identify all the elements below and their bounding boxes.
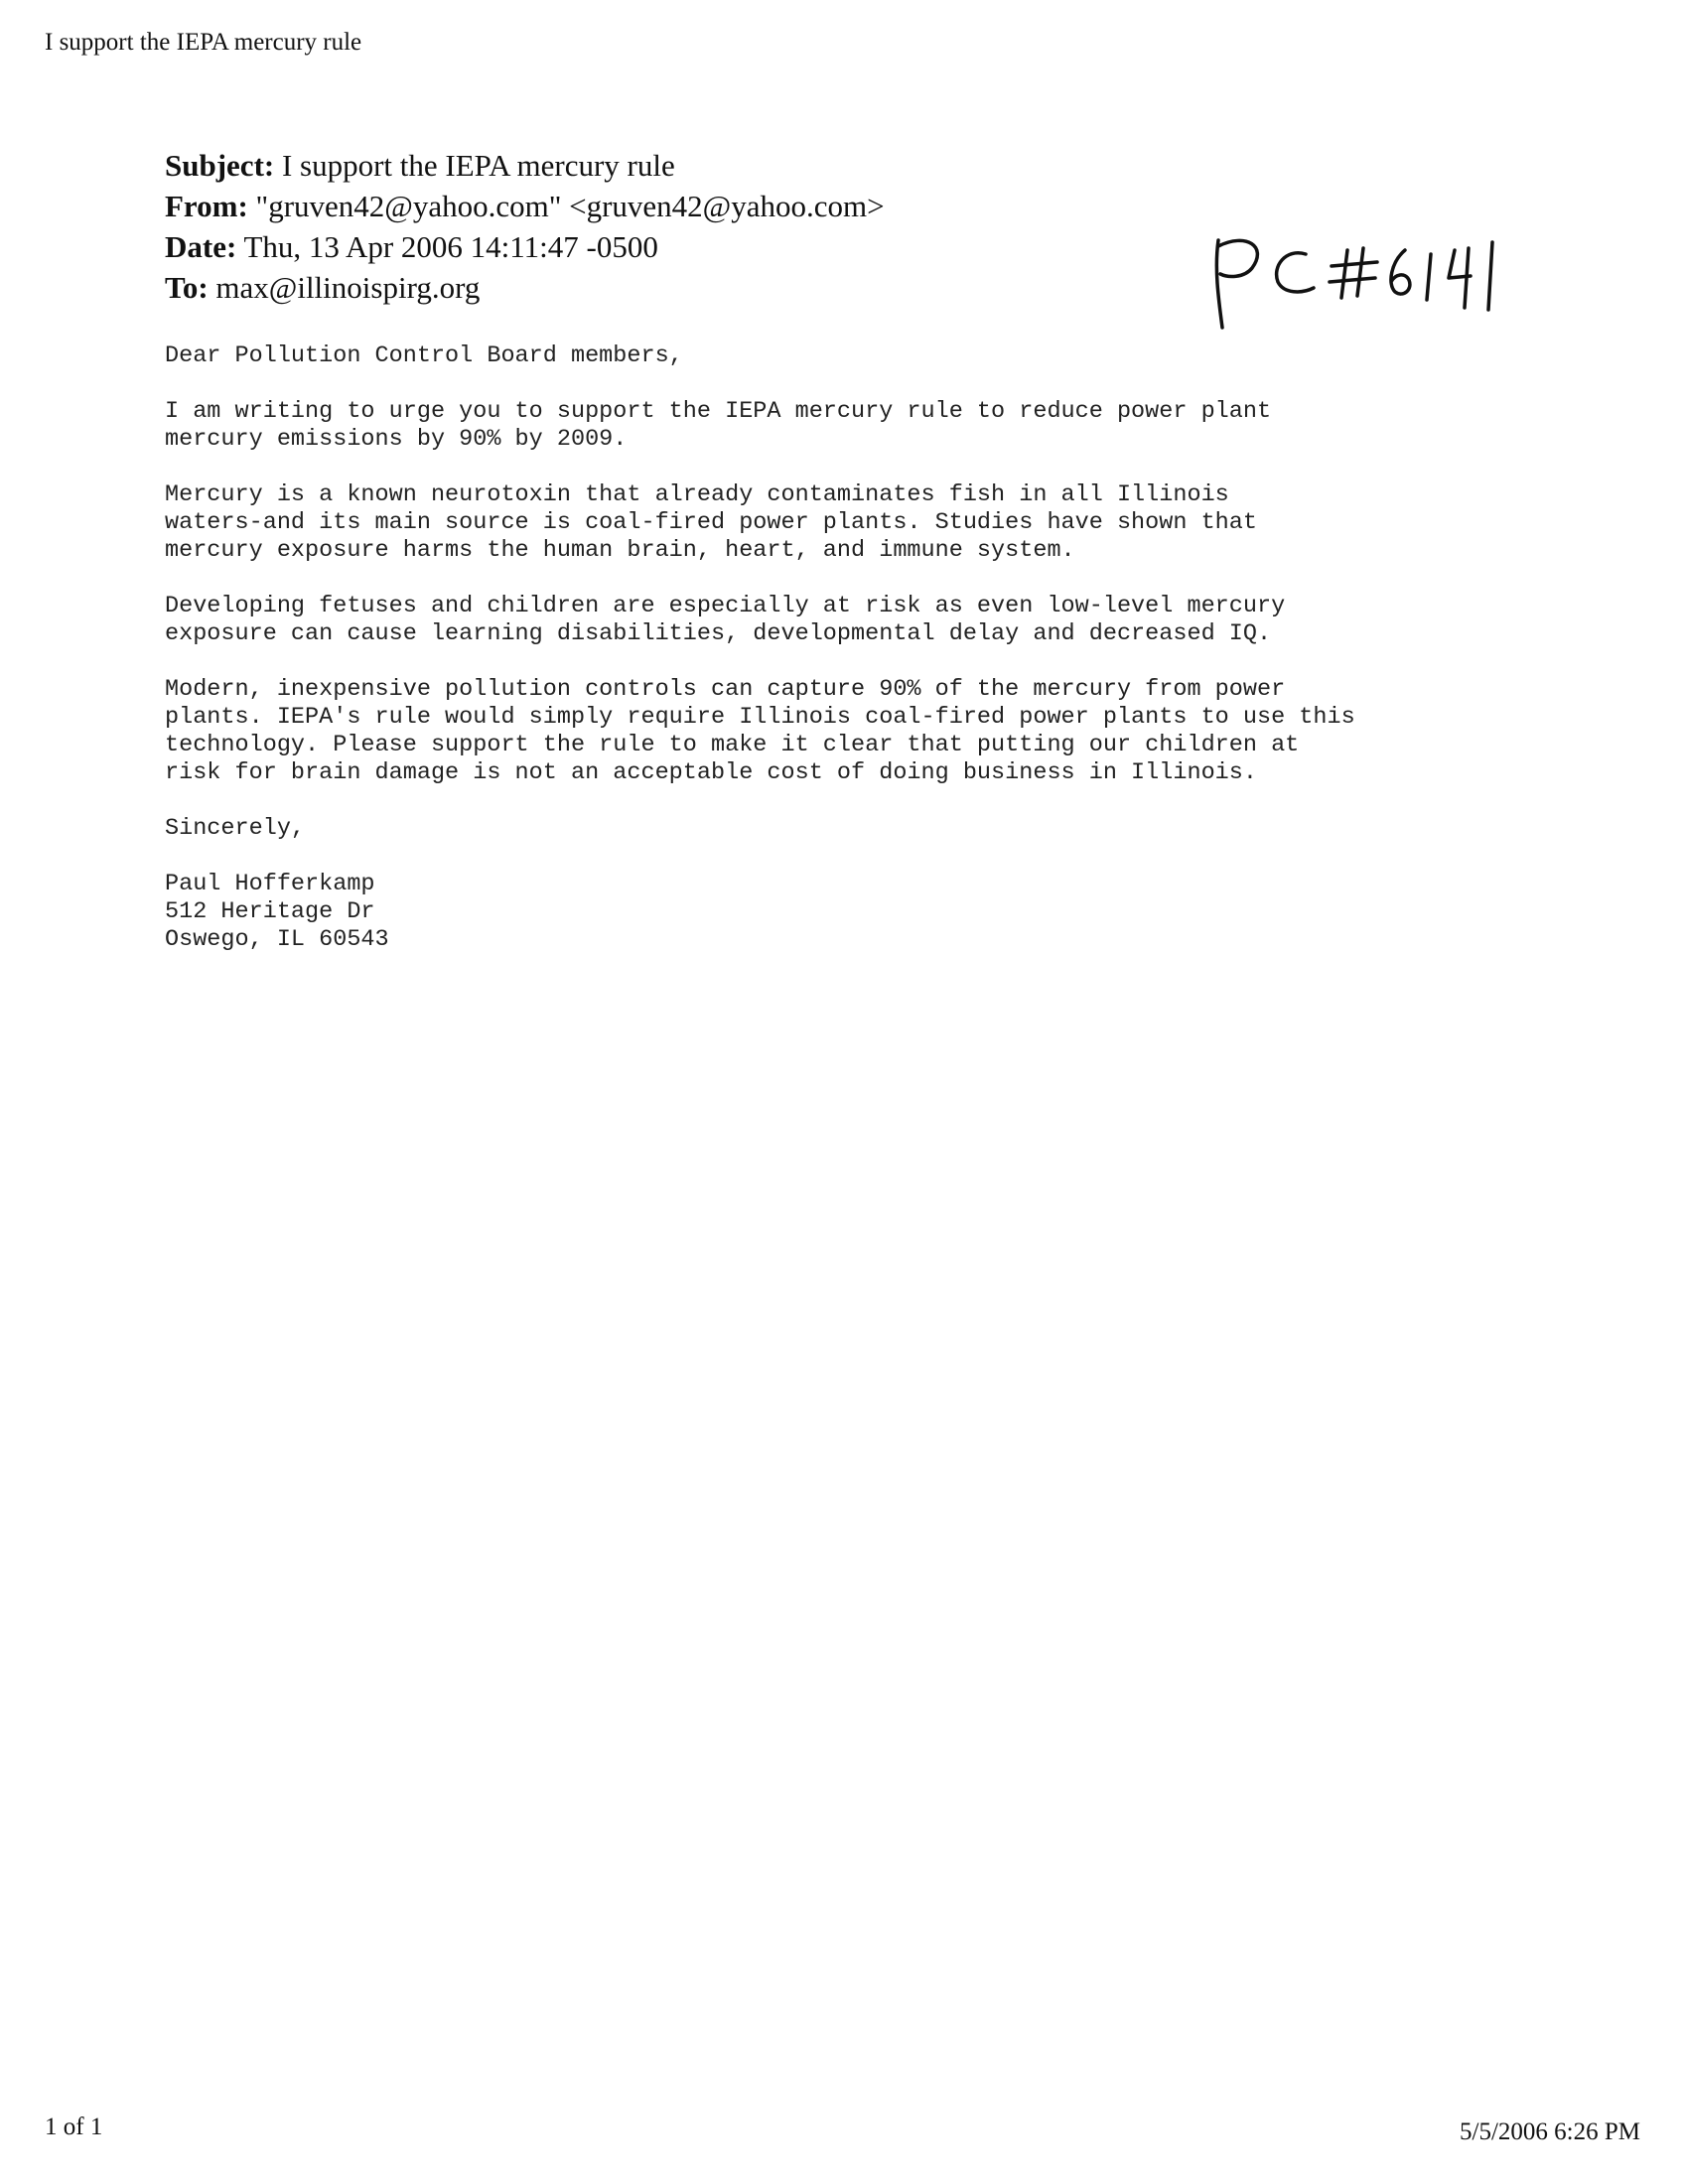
paragraph-4: Modern, inexpensive pollution controls can capture 90% of the mercury from power plants. IEPA's rule would simply require Illinois coal-fired power plants to use this technology. Please support the rule to make it clear that putting our children at risk for brain damage is not an acceptable cost of doing business in Illinois. (165, 676, 1355, 786)
handwritten-pc-number-stamp (1206, 228, 1504, 347)
signer-street: 512 Heritage Dr (165, 898, 375, 925)
paragraph-1: I am writing to urge you to support the IEPA mercury rule to reduce power plant mercury emissions by 90% by 2009. (165, 398, 1272, 453)
subject-label: Subject: (165, 148, 275, 183)
signer-name: Paul Hofferkamp (165, 871, 375, 897)
to-row (165, 267, 885, 308)
date-label: Date: (165, 229, 237, 264)
date-row (165, 226, 885, 267)
from-value: "gruven42@yahoo.com" <gruven42@yahoo.com> (255, 189, 885, 223)
page-count: 1 of 1 (45, 2114, 103, 2140)
paragraph-2: Mercury is a known neurotoxin that already contaminates fish in all Illinois waters-and its main source is coal-fired power plants. Studies have shown that mercury exposure harms the human brain, heart, and immune system. (165, 481, 1257, 564)
date-value: Thu, 13 Apr 2006 14:11:47 -0500 (243, 229, 658, 264)
signer-city: Oswego, IL 60543 (165, 926, 389, 953)
letter-body (165, 342, 1585, 954)
from-row (165, 186, 885, 226)
email-headers (165, 145, 885, 308)
subject-row (165, 145, 885, 186)
print-timestamp: 5/5/2006 6:26 PM (1460, 2118, 1640, 2145)
closing: Sincerely, (165, 815, 306, 842)
subject-value: I support the IEPA mercury rule (281, 148, 675, 183)
from-label: From: (165, 189, 248, 223)
page-header: I support the IEPA mercury rule (45, 29, 362, 56)
salutation: Dear Pollution Control Board members, (165, 342, 683, 369)
signature-block (165, 871, 1585, 954)
paragraph-3: Developing fetuses and children are especially at risk as even low-level mercury exposure can cause learning disabilities, developmental delay and decreased IQ. (165, 593, 1286, 647)
to-label: To: (165, 270, 209, 305)
to-value: max@illinoispirg.org (215, 270, 481, 305)
